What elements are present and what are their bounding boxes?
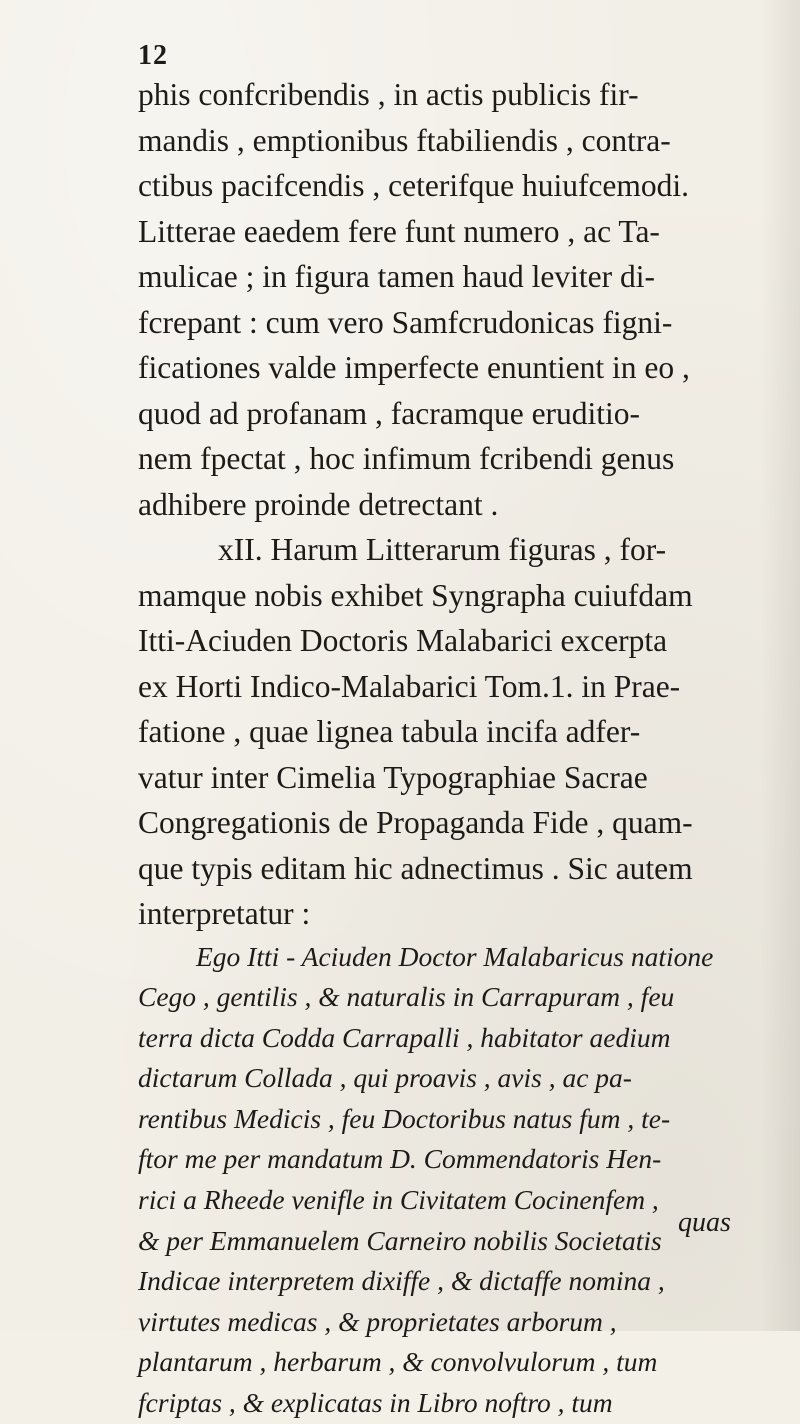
- text-line: mamque nobis exhibet Syngrapha cuiufdam: [138, 577, 693, 613]
- text-line: quod ad profanam , facramque eruditio-: [138, 395, 641, 431]
- text-line: interpretatur :: [138, 896, 311, 931]
- text-line: fcrepant : cum vero Samfcrudonicas figni-: [138, 304, 673, 340]
- italic-quote-line: rici a Rheede venifle in Civitatem Cocinenfem ,: [138, 1184, 659, 1216]
- text-line: adhibere proinde detrectant .: [138, 486, 499, 522]
- text-line: Itti-Aciuden Doctoris Malabarici excerpta: [138, 623, 668, 658]
- text-line: Litterae eaedem fere funt numero , ac Ta-: [138, 213, 660, 249]
- section-heading-line: xII. Harum Litterarum figuras , for-: [218, 532, 667, 567]
- italic-quote-line: plantarum , herbarum , & convolvulorum , tum: [138, 1346, 658, 1378]
- italic-quote-line: Ego Itti - Aciuden Doctor Malabaricus natione: [196, 940, 714, 972]
- text-line: ficationes valde imperfecte enuntient in eo ,: [138, 350, 690, 385]
- italic-quote-line: terra dicta Codda Carrapalli , habitator aedium: [138, 1021, 671, 1053]
- italic-quote-line: fcriptas , & explicatas in Libro noftro , tum: [138, 1387, 613, 1419]
- italic-quote-line: Indicae interpretem dixiffe , & dictaffe nomina ,: [138, 1265, 665, 1297]
- italic-quote-line: Cego , gentilis , & naturalis in Carrapuram , feu: [138, 981, 675, 1013]
- text-line: mulicae ; in figura tamen haud leviter di-: [138, 259, 655, 294]
- italic-quote-line: virtutes medicas , & proprietates arborum ,: [138, 1305, 617, 1337]
- italic-quote-line: rentibus Medicis , feu Doctoribus natus fum , te-: [138, 1102, 671, 1134]
- text-line: ex Horti Indico-Malabarici Tom.1. in Prae-: [138, 668, 681, 704]
- text-line: que typis editam hic adnectimus . Sic autem: [138, 850, 693, 886]
- text-line: mandis , emptionibus ftabiliendis , contra-: [138, 122, 671, 158]
- italic-quote-line: & per Emmanuelem Carneiro nobilis Societatis: [138, 1224, 662, 1256]
- page-edge-shadow: [760, 0, 800, 1331]
- text-line: fatione , quae lignea tabula incifa adfer-: [138, 714, 641, 749]
- catchword: quas: [678, 1207, 731, 1238]
- page-number: 12: [138, 40, 168, 71]
- text-line: nem fpectat , hoc infimum fcribendi genus: [138, 441, 675, 476]
- text-line: vatur inter Cimelia Typographiae Sacrae: [138, 759, 648, 795]
- text-line: ctibus pacifcendis , ceterifque huiufcemodi.: [138, 168, 690, 203]
- italic-quote-line: ftor me per mandatum D. Commendatoris Hen-: [138, 1143, 662, 1175]
- text-line: Congregationis de Propaganda Fide , quam-: [138, 805, 693, 840]
- text-line: phis confcribendis , in actis publicis fir-: [138, 77, 639, 112]
- italic-quote-line: dictarum Collada , qui proavis , avis , ac pa-: [138, 1062, 632, 1094]
- body-text: [138, 72, 738, 1424]
